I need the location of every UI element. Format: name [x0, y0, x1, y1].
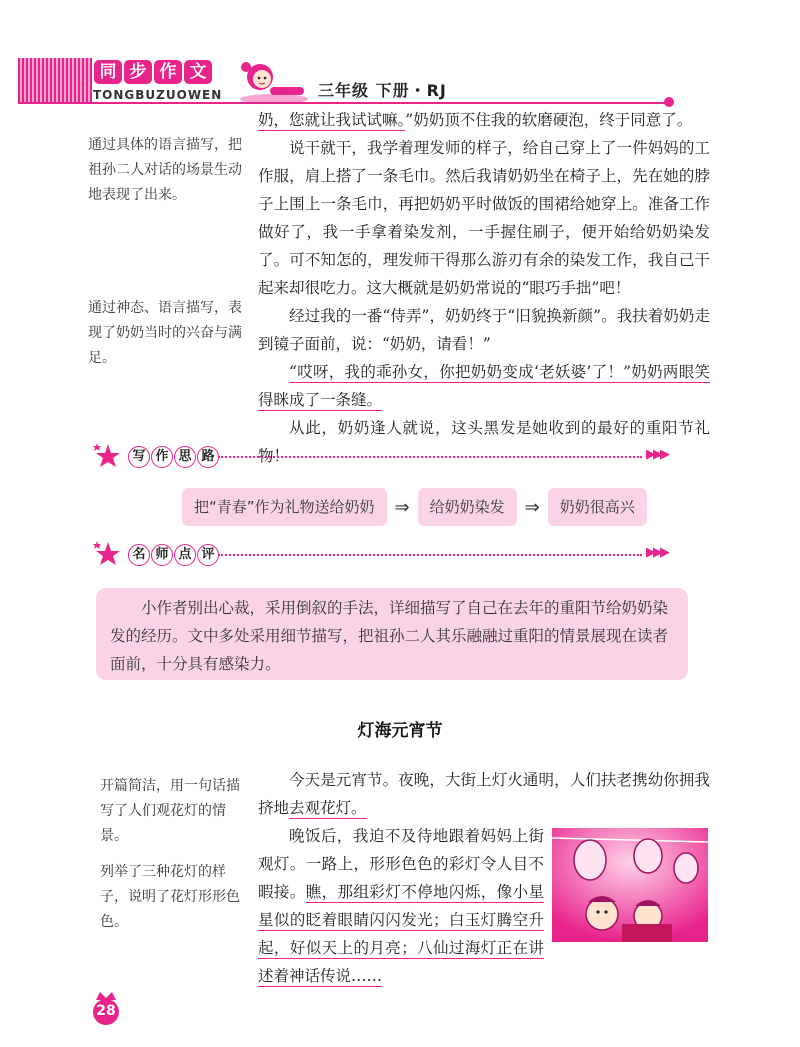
label-char: 写 [128, 446, 150, 468]
paragraph [258, 766, 710, 822]
teacher-comment-box [96, 588, 688, 680]
label-char: 点 [174, 544, 196, 566]
writing-idea-heading [92, 442, 220, 470]
paragraph-text: 晚饭后，我迫不及待地跟着妈妈上街观灯。一路上，形形色色的彩灯令人目不暇接。 [258, 827, 544, 901]
underlined-text: 去观花灯。 [289, 799, 367, 817]
essay-title: 灯海元宵节 [357, 721, 443, 741]
paragraph [258, 822, 544, 990]
paragraph: 说干就干，我学着理发师的样子，给自己穿上了一件妈妈的工作服，肩上搭了一条毛巾。然后我请奶奶坐在椅子上，先在她的脖子上围上一条毛巾，再把奶奶平时做饭的围裙给她穿上。准备工作做好了，我一手拿着染发剂，一手握住刷子，便开始给奶奶染发了。可不知怎的，理发师干得那么游刃有余的染发工作，我自己干起来却很吃力。这大概就是奶奶常说的“眼巧手拙”吧！ [258, 139, 710, 297]
side-note: 开篇简洁，用一句话描写了人们观花灯的情景。 [100, 778, 240, 844]
underlined-text: 瞧，那组彩灯不停地闪烁，像小星星似的眨着眼睛闪闪发光；白玉灯腾空升起，好似天上的月亮；八仙过海灯正在讲述着神话传说…… [258, 883, 544, 985]
stars-icon [92, 540, 124, 568]
underlined-text: “哎呀，我的乖孙女，你把奶奶变成‘老妖婆’了！”奶奶两眼笑得眯成了一条缝。 [258, 363, 710, 409]
lantern-festival-illustration [552, 828, 708, 942]
side-note: 通过具体的语言描写，把祖孙二人对话的场景生动地表现了出来。 [88, 137, 242, 203]
double-arrow-icon: ⇒ [524, 496, 540, 518]
side-note: 列举了三种花灯的样子，说明了花灯形形色色。 [100, 864, 240, 930]
comment-text: 小作者别出心裁，采用倒叙的手法，详细描写了自己在去年的重阳节给奶奶染发的经历。文中多处采用细节描写，把祖孙二人其乐融融过重阳的情景展现在读者面前，十分具有感染力。 [110, 599, 669, 673]
essay2-paragraph [258, 766, 710, 822]
label-char: 评 [197, 544, 219, 566]
flow-step: 奶奶很高兴 [548, 488, 647, 526]
label-char: 作 [151, 446, 173, 468]
chevron-arrows-icon: ▶▶▶ [646, 447, 667, 462]
brand-char: 文 [184, 60, 212, 84]
header-rule [18, 102, 666, 104]
paragraph [258, 358, 710, 414]
essay1-body [258, 106, 710, 470]
flow-step: 给奶奶染发 [418, 488, 517, 526]
label-char: 路 [197, 446, 219, 468]
header-stripe-decoration [18, 58, 92, 102]
flow-step: 把“青春”作为礼物送给奶奶 [182, 488, 387, 526]
label-char: 思 [174, 446, 196, 468]
double-arrow-icon: ⇒ [394, 496, 410, 518]
grade-label: 三年级 下册・RJ [318, 81, 447, 100]
label-char: 名 [128, 544, 150, 566]
side-note: 通过神态、语言描写，表现了奶奶当时的兴奋与满足。 [88, 300, 242, 366]
paragraph: 从此，奶奶逢人就说，这头黑发是她收到的最好的重阳节礼物！ [258, 419, 710, 465]
stars-icon [92, 442, 124, 470]
section-label [128, 543, 220, 566]
dotted-divider [218, 456, 642, 458]
brand-char: 步 [124, 60, 152, 84]
girl-mascot-icon [232, 55, 312, 105]
section-label [128, 445, 220, 468]
paragraph-text: 今天是元宵节。夜晚，大街上灯火通明，人们扶老携幼你拥我挤地 [258, 771, 710, 817]
chevron-arrows-icon: ▶▶▶ [646, 545, 667, 560]
brand-char: 作 [154, 60, 182, 84]
dotted-divider [218, 554, 642, 556]
underlined-text: 奶，您就让我试试嘛。 [258, 111, 406, 129]
brand-pinyin: TONGBUZUOWEN [93, 88, 223, 102]
brand-char: 同 [94, 60, 122, 84]
paragraph: 经过我的一番“侍弄”，奶奶终于“旧貌换新颜”。我扶着奶奶走到镜子面前，说：“奶奶，请看！” [258, 307, 710, 353]
label-char: 师 [151, 544, 173, 566]
brand-logo [94, 60, 224, 84]
page-number: 28 [96, 1003, 116, 1019]
paragraph-text: ”奶奶顶不住我的软磨硬泡，终于同意了。 [405, 111, 693, 129]
essay2-paragraph [258, 822, 544, 990]
writing-flow [182, 488, 647, 526]
paragraph [258, 106, 710, 134]
teacher-comment-heading [92, 540, 220, 568]
